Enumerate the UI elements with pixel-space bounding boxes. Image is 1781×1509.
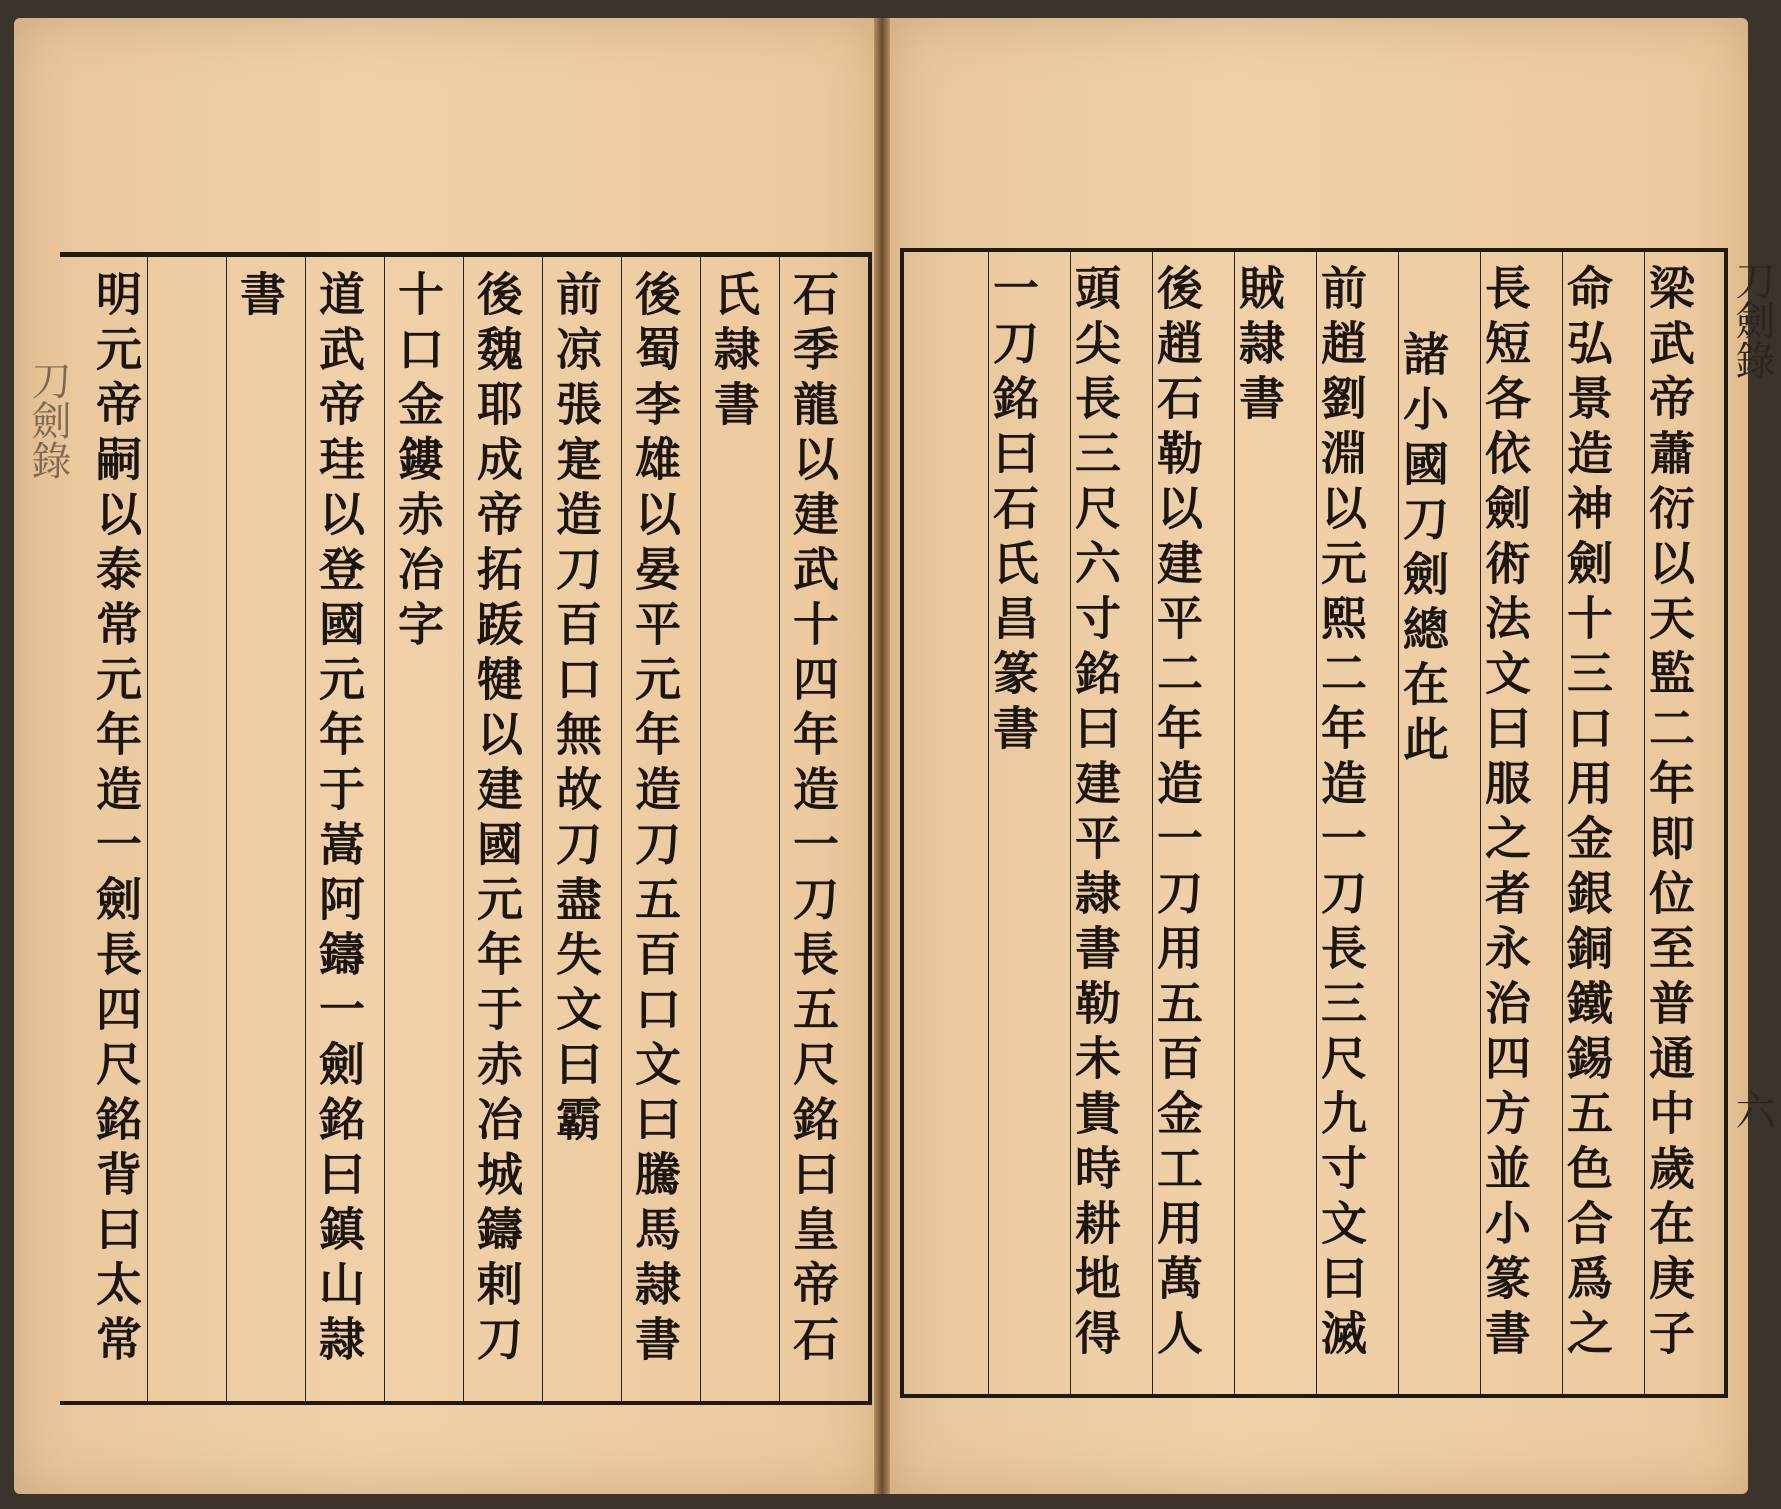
text-column: 梁武帝蕭衍以天監二年即位至普通中歲在庚子: [1642, 264, 1696, 1364]
text-column: 前趙劉淵以元熙二年造一刀長三尺九寸文曰滅: [1314, 264, 1368, 1364]
column-rule: [384, 257, 385, 1401]
column-rule: [147, 257, 148, 1401]
column-rule: [542, 257, 543, 1401]
text-column: 長短各依劍術法文曰服之者永治四方並小篆書: [1478, 264, 1532, 1364]
column-rule: [700, 257, 701, 1401]
text-column: 書: [233, 270, 287, 325]
text-column: 前凉張寔造刀百口無故刀盡失文曰霸: [549, 270, 603, 1150]
text-column: 明元帝嗣以泰常元年造一劍長四尺銘背曰太常: [89, 270, 143, 1370]
column-rule: [463, 257, 464, 1401]
text-column: 氏隷書: [707, 270, 761, 435]
text-column: 一刀銘曰石氏昌篆書: [986, 264, 1040, 759]
column-rule: [226, 257, 227, 1401]
column-rule: [305, 257, 306, 1401]
column-rule: [779, 257, 780, 1401]
text-column: 道武帝珪以登國元年于嵩阿鑄一劍銘曰鎮山隷: [312, 270, 366, 1370]
text-column: 命弘景造神劍十三口用金銀銅鐵錫五色合爲之: [1560, 264, 1614, 1364]
column-rule: [621, 257, 622, 1401]
book-gutter: [874, 18, 890, 1494]
text-column: 諸小國刀劍總在此: [1396, 330, 1450, 770]
text-column: 後蜀李雄以晏平元年造刀五百口文曰騰馬隷書: [628, 270, 682, 1370]
text-column: 後趙石勒以建平二年造一刀用五百金工用萬人: [1150, 264, 1204, 1364]
page-number: 六: [1729, 1090, 1775, 1130]
text-column: 頭尖長三尺六寸銘曰建平隷書勒未貴時耕地得: [1068, 264, 1122, 1364]
fore-edge-title: 刀劍錄: [1729, 260, 1775, 380]
text-column: 石季龍以建武十四年造一刀長五尺銘曰皇帝石: [786, 270, 840, 1370]
text-column: 十口金鏤赤冶字: [391, 270, 445, 655]
text-column: 賊隷書: [1232, 264, 1286, 429]
fore-edge-title: 刀劍錄: [25, 360, 71, 480]
text-column: 後魏耶成帝拓䟦犍以建國元年于赤冶城鑄剌刀: [470, 270, 524, 1370]
